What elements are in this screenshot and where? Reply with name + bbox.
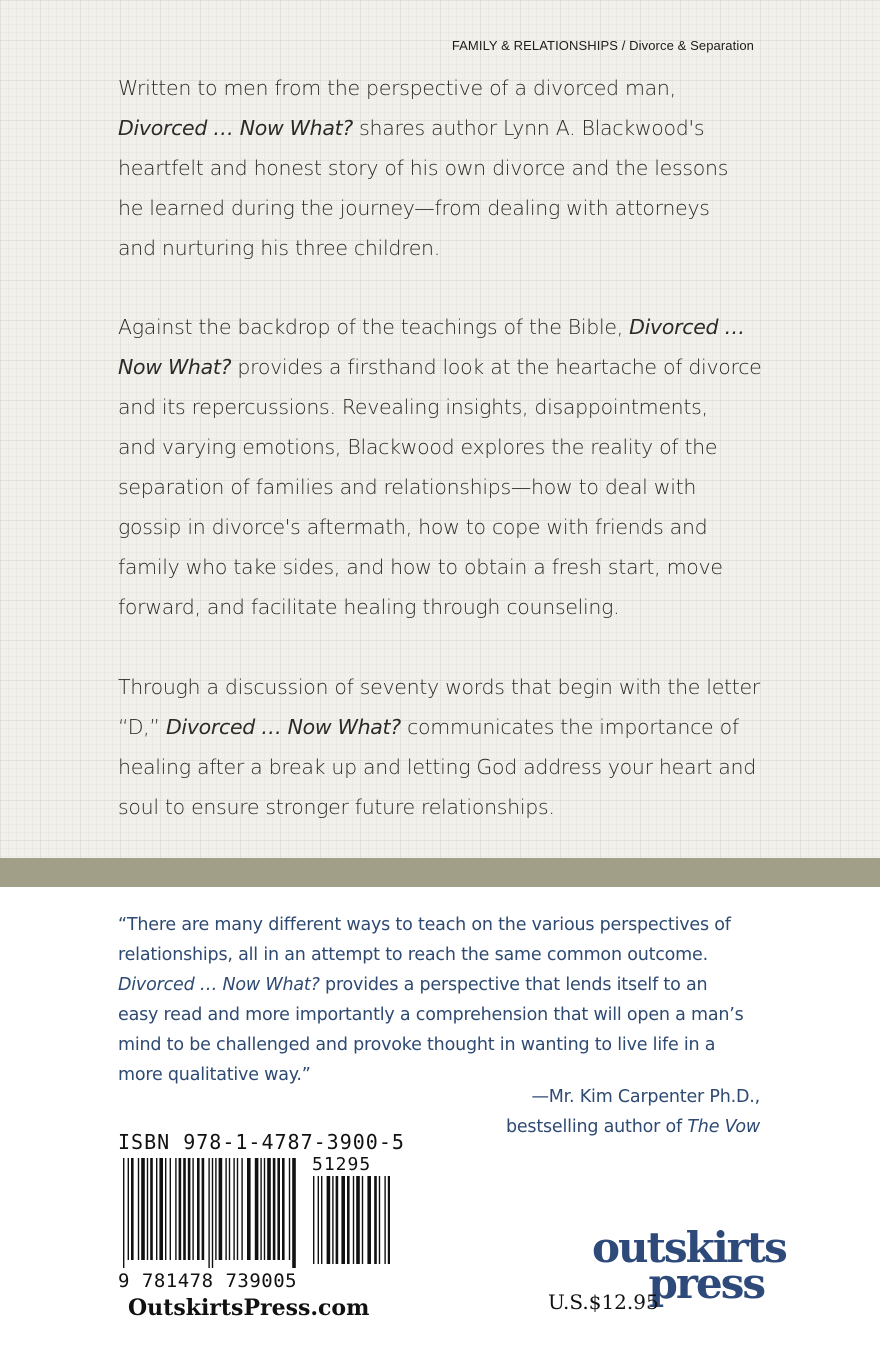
blurb-line: soul to ensure stronger future relationships. — [118, 795, 555, 819]
barcode-bar — [229, 1158, 230, 1260]
blurb-line: he learned during the journey—from dealing with attorneys — [118, 196, 710, 220]
blurb-line: Divorced … Now What? shares author Lynn A. Blackwood's — [118, 116, 705, 140]
barcode-bar — [241, 1158, 242, 1260]
blurb-line: Against the backdrop of the teachings of the Bible, Divorced … — [118, 315, 745, 339]
barcode-bar — [267, 1158, 271, 1260]
blurb-line: and nurturing his three children. — [118, 236, 440, 260]
barcode-bar — [292, 1158, 296, 1268]
barcode-bar — [150, 1158, 153, 1260]
barcode-bar — [264, 1158, 265, 1260]
barcode-addon — [312, 1176, 390, 1272]
quote-line: “There are many different ways to teach on the various perspectives of — [118, 915, 731, 935]
barcode-bar — [233, 1158, 234, 1260]
barcode-bar — [327, 1176, 331, 1264]
endorser-credential: bestselling author of The Vow — [505, 1117, 760, 1137]
quote-line: easy read and more importantly a comprehension that will open a man’s — [118, 1005, 744, 1025]
blurb-line: forward, and facilitate healing through counseling. — [118, 595, 620, 619]
barcode-bar — [147, 1158, 148, 1260]
quote-line: mind to be challenged and provoke thought in wanting to live life in a — [118, 1035, 716, 1055]
blurb-line: Now What? provides a firsthand look at the heartache of divorce — [118, 355, 762, 379]
barcode-bar — [255, 1158, 259, 1260]
blurb-paragraph-2 — [118, 307, 768, 627]
endorsement-quote — [118, 910, 778, 1090]
barcode-bar — [179, 1158, 182, 1260]
barcode-bar — [318, 1176, 319, 1264]
blurb-line: heartfelt and honest story of his own divorce and the lessons — [118, 156, 729, 180]
barcode-bar — [175, 1158, 176, 1260]
blurb-line: healing after a break up and letting God address your heart and — [118, 755, 756, 779]
barcode-bar — [247, 1158, 251, 1260]
barcode-bar — [273, 1158, 276, 1260]
blurb-line: separation of families and relationships—how to deal with — [118, 475, 697, 499]
publisher-website: OutskirtsPress.com — [128, 1295, 370, 1321]
quote-line: more qualitative way.” — [118, 1065, 311, 1085]
barcode-bar — [188, 1158, 191, 1260]
barcode-bar — [183, 1158, 186, 1260]
blurb-line: Written to men from the perspective of a divorced man, — [118, 76, 676, 100]
barcode-bar — [347, 1176, 350, 1264]
barcode-ean-digits: 9 781478 739005 — [118, 1270, 298, 1292]
category-label: FAMILY & RELATIONSHIPS / Divorce & Separation — [451, 38, 754, 53]
blurb-line: family who take sides, and how to obtain a fresh start, move — [118, 555, 723, 579]
barcode-bar — [202, 1158, 205, 1260]
barcode-bar — [225, 1158, 226, 1260]
barcode-bar — [260, 1158, 261, 1260]
barcode-bar — [341, 1176, 345, 1264]
barcode-addon-digits: 51295 — [312, 1154, 372, 1175]
blurb-line: Through a discussion of seventy words that begin with the letter — [118, 675, 760, 699]
barcode-bar — [353, 1176, 354, 1264]
barcode-bar — [384, 1176, 385, 1264]
barcode-bar — [192, 1158, 193, 1260]
barcode-bar — [332, 1176, 333, 1264]
barcode-bar — [165, 1158, 166, 1260]
blurb-line: “D,” Divorced … Now What? communicates the importance of — [118, 715, 739, 739]
blurb-paragraph-3 — [118, 667, 768, 827]
isbn-label: ISBN 978-1-4787-3900-5 — [118, 1130, 405, 1154]
blurb-line: gossip in divorce's aftermath, how to cope with friends and — [118, 515, 708, 539]
barcode-main — [122, 1158, 298, 1268]
blurb-paragraph-1 — [118, 68, 768, 268]
barcode-bar — [208, 1158, 209, 1268]
quote-line: relationships, all in an attempt to reach the same common outcome. — [118, 945, 708, 965]
barcode-bar — [170, 1158, 171, 1260]
barcode-bar — [197, 1158, 200, 1260]
barcode-bar — [123, 1158, 124, 1268]
barcode-bar — [367, 1176, 371, 1264]
barcode-bar — [277, 1158, 280, 1260]
barcode-bar — [374, 1176, 377, 1264]
barcode-bar — [141, 1158, 145, 1260]
quote-line: Divorced … Now What? provides a perspective that lends itself to an — [118, 975, 708, 995]
barcode-bar — [212, 1158, 213, 1268]
barcode-bar — [336, 1176, 339, 1264]
blurb-line: and its repercussions. Revealing insights, disappointments, — [118, 395, 708, 419]
barcode-bar — [237, 1158, 238, 1260]
barcode-bar — [356, 1176, 360, 1264]
barcode-bar — [362, 1176, 363, 1264]
barcode-bar — [131, 1158, 134, 1260]
barcode-bar — [289, 1158, 290, 1260]
barcode-bar — [128, 1158, 129, 1260]
barcode-bar — [282, 1158, 285, 1260]
barcode-bar — [138, 1158, 139, 1260]
divider-bar — [0, 858, 880, 887]
barcode-bar — [219, 1158, 223, 1260]
endorser-name: —Mr. Kim Carpenter Ph.D., — [531, 1087, 760, 1107]
barcode-bar — [313, 1176, 314, 1264]
barcode-bar — [379, 1176, 380, 1264]
endorsement-attribution — [506, 1082, 760, 1142]
barcode-bar — [321, 1176, 322, 1264]
barcode-bar — [388, 1176, 390, 1264]
barcode-bar — [156, 1158, 157, 1260]
barcode-bar — [159, 1158, 163, 1260]
publisher-logo: outskirts press — [592, 1223, 786, 1308]
blurb-line: and varying emotions, Blackwood explores the reality of the — [118, 435, 718, 459]
barcode-bar — [215, 1158, 216, 1260]
price-label: U.S.$12.95 — [548, 1290, 659, 1314]
